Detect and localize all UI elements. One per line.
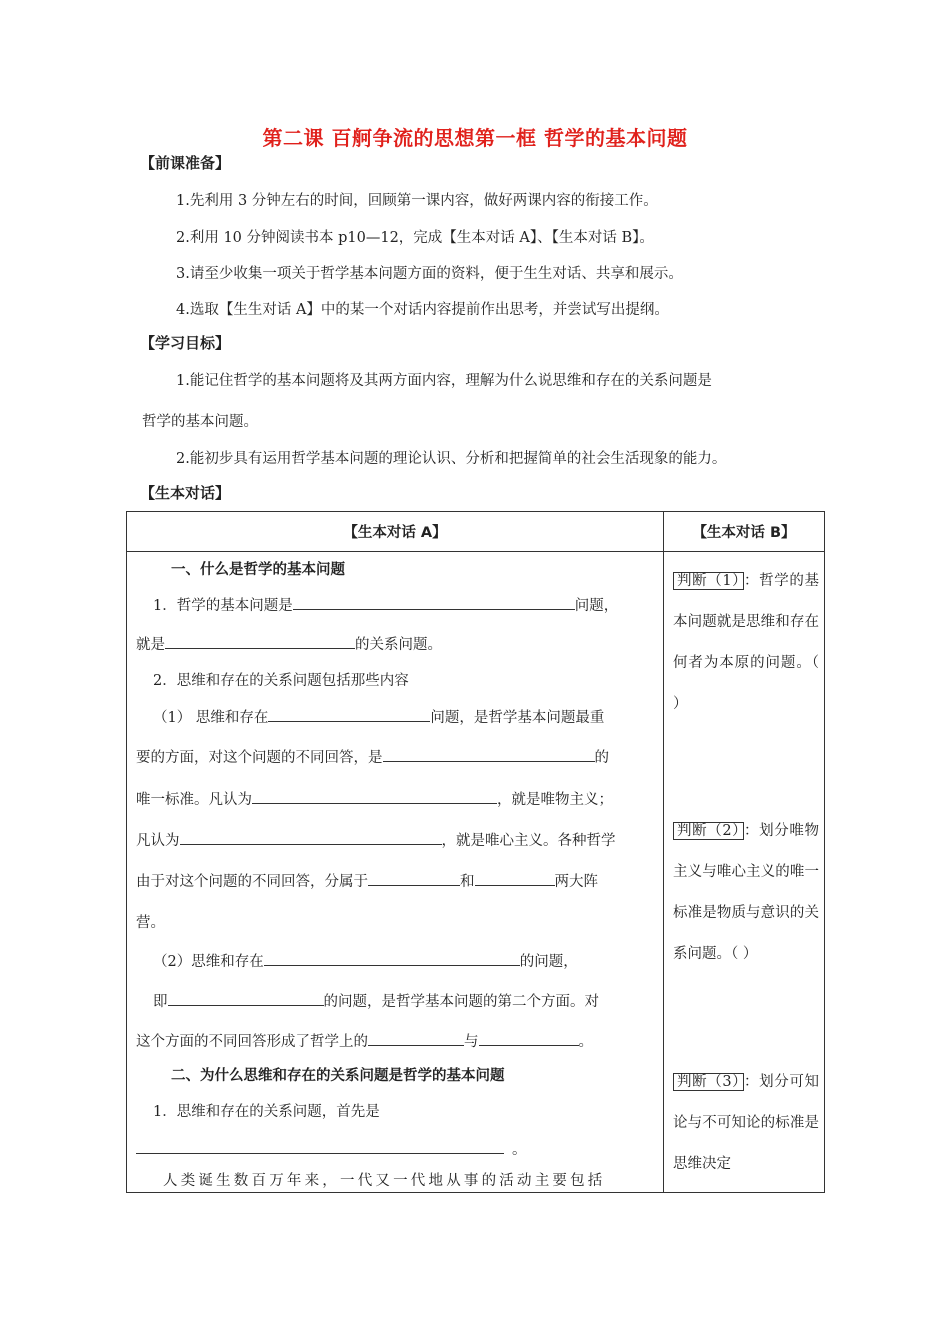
reason-1-paragraph: 人类诞生数百万年来，一代又一代地从事的活动主要包括 <box>163 1173 606 1189</box>
column-a-content <box>127 552 664 1193</box>
point-2-line-1 <box>153 950 578 971</box>
question-2: 2．思维和存在的关系问题包括那些内容 <box>153 673 409 689</box>
blank[interactable] <box>368 1030 464 1046</box>
p4a-text: 凡认为 <box>136 833 180 849</box>
point-2-line-3 <box>136 1030 593 1051</box>
blank[interactable] <box>368 870 460 886</box>
p2a-text: 要的方面，对这个问题的不同回答，是 <box>136 750 383 766</box>
judgment-2-text: ：划分唯物主义与唯心主义的唯一标准是物质与意识的关系问题。（ ） <box>673 823 819 962</box>
p9b-text: 与 <box>464 1034 479 1050</box>
judgment-3 <box>673 1062 819 1185</box>
point-1-line-6: 营。 <box>136 915 165 931</box>
column-b-content <box>664 552 825 1193</box>
section-2-title: 二、为什么思维和存在的关系问题是哲学的基本问题 <box>171 1068 505 1084</box>
blank[interactable] <box>268 706 430 722</box>
q1-text: 1．哲学的基本问题是 <box>153 598 293 614</box>
p9c-text: 。 <box>578 1034 593 1050</box>
blank[interactable] <box>383 746 595 762</box>
blank[interactable] <box>165 633 355 649</box>
page-title: 第二课 百舸争流的思想第一框 哲学的基本问题 <box>262 126 688 150</box>
blank[interactable] <box>136 1138 504 1154</box>
point-1-line-2 <box>136 746 609 767</box>
point-1-line-3 <box>136 788 613 809</box>
blank[interactable] <box>479 1030 579 1046</box>
judgment-2-label: 判断（2） <box>673 822 744 840</box>
q1c-text: 就是 <box>136 637 165 653</box>
goal-item-1b: 哲学的基本问题。 <box>142 414 258 430</box>
p4b-text: ，就是唯心主义。各种哲学 <box>441 833 616 849</box>
p8b-text: 的问题，是哲学基本问题的第二个方面。对 <box>323 994 599 1010</box>
prep-heading: 【前课准备】 <box>140 154 231 172</box>
blank[interactable] <box>252 788 497 804</box>
column-b-header: 【生本对话 B】 <box>664 512 825 552</box>
judgment-2 <box>673 811 819 975</box>
reason-1: 1．思维和存在的关系问题，首先是 <box>153 1104 380 1120</box>
dialog-heading: 【生本对话】 <box>140 484 231 502</box>
blank[interactable] <box>293 594 575 610</box>
p7b-text: 的问题， <box>519 954 578 970</box>
judgment-3-label: 判断（3） <box>673 1073 744 1091</box>
reason-1-blank-line <box>136 1138 527 1159</box>
question-1-cont <box>136 633 442 654</box>
p3a-text: 唯一标准。凡认为 <box>136 792 252 808</box>
column-a-header: 【生本对话 A】 <box>127 512 664 552</box>
judgment-3-text: ：划分可知论与不可知论的标准是思维决定 <box>673 1074 819 1172</box>
goal-item-1a: 1.能记住哲学的基本问题将及其两方面内容，理解为什么说思维和存在的关系问题是 <box>176 373 712 389</box>
judgment-1-text: ：哲学的基本问题就是思维和存在何者为本原的问题。（ ） <box>673 573 819 712</box>
prep-item-3: 3.请至少收集一项关于哲学基本问题方面的资料，便于生生对话、共享和展示。 <box>176 266 683 282</box>
p9a-text: 这个方面的不同回答形成了哲学上的 <box>136 1034 368 1050</box>
q1-text-end: 问题， <box>574 598 619 614</box>
goal-item-2: 2.能初步具有运用哲学基本问题的理论认识、分析和把握简单的社会生活现象的能力。 <box>176 451 727 467</box>
blank[interactable] <box>475 870 555 886</box>
section-1-title: 一、什么是哲学的基本问题 <box>171 562 345 578</box>
r2-text: 。 <box>512 1142 527 1158</box>
point-1-line-4 <box>136 829 616 850</box>
prep-item-2: 2.利用 10 分钟阅读书本 p10—12，完成【生本对话 A】、【生本对话 B】。 <box>176 230 654 246</box>
prep-item-1: 1.先利用 3 分钟左右的时间，回顾第一课内容，做好两课内容的衔接工作。 <box>176 193 658 209</box>
blank[interactable] <box>264 950 520 966</box>
point-1-line-5 <box>136 870 598 891</box>
blank[interactable] <box>180 829 442 845</box>
p5a-text: 由于对这个问题的不同回答，分属于 <box>136 874 368 890</box>
p5b-text: 和 <box>460 874 475 890</box>
p3b-text: ，就是唯物主义； <box>497 792 613 808</box>
p1b-text: 问题，是哲学基本问题最重 <box>430 710 605 726</box>
p1a-text: （1） 思维和存在 <box>153 710 269 726</box>
prep-item-4: 4.选取【生生对话 A】中的某一个对话内容提前作出思考，并尝试写出提纲。 <box>176 302 669 318</box>
p7a-text: （2）思维和存在 <box>153 954 264 970</box>
goals-heading: 【学习目标】 <box>140 334 231 352</box>
blank[interactable] <box>168 990 324 1006</box>
judgment-1 <box>673 561 819 725</box>
dialog-table <box>126 511 825 1193</box>
judgment-1-label: 判断（1） <box>673 572 744 590</box>
point-1-line-1 <box>153 706 604 727</box>
p2b-text: 的 <box>594 750 609 766</box>
p8a-text: 即 <box>153 994 168 1010</box>
q1d-text: 的关系问题。 <box>355 637 442 653</box>
p5c-text: 两大阵 <box>554 874 598 890</box>
question-1 <box>153 594 618 615</box>
point-2-line-2 <box>153 990 599 1011</box>
